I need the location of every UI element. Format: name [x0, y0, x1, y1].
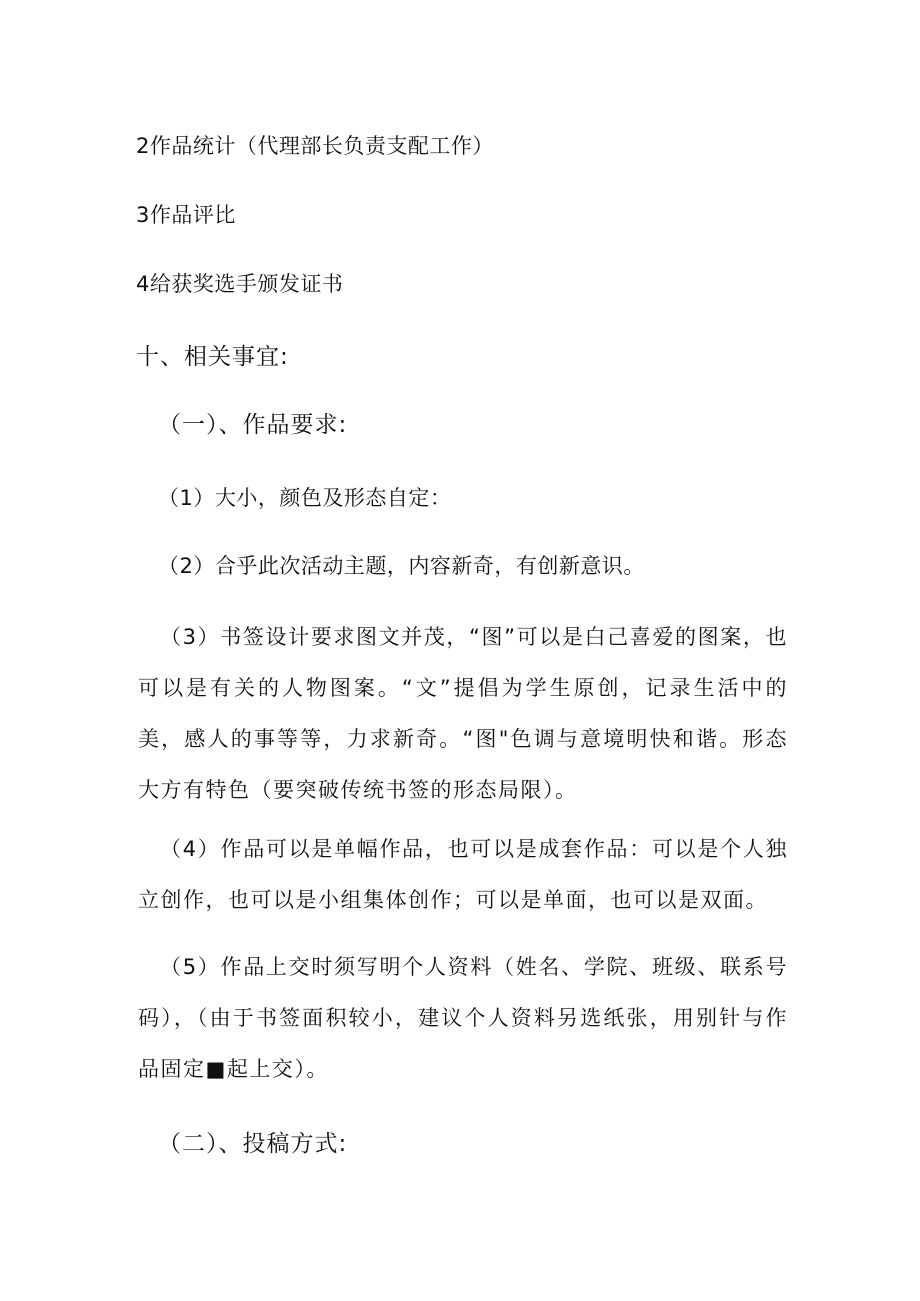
subsection-heading-one: （一）、作品要求: [158, 412, 348, 438]
subsection-heading-two: （二）、投稿方式: [158, 1131, 348, 1157]
section-heading-ten: 十、相关事宜: [136, 344, 289, 370]
requirement-5: （5）作品上交时须写明个人资料（姓名、学院、班级、联系号码），（由于书签面积较小，建议个人资料另选纸张，用别针与作品固定■起上交）。 [138, 955, 788, 1081]
requirement-4: （4）作品可以是单幅作品，也可以是成套作品：可以是个人独立创作，也可以是小组集体创作；可以是单面，也可以是双面。 [138, 837, 788, 912]
requirement-1: （1）大小，颜色及形态自定： [158, 486, 452, 510]
list-item-4: 4给获奖选手颁发证书 [136, 272, 344, 296]
list-item-3: 3作品评比 [136, 203, 236, 227]
list-item-2: 2作品统计（代理部长负责支配工作） [136, 134, 494, 158]
requirement-3: （3）书签设计要求图文并茂，“图”可以是白己喜爱的图案，也可以是有关的人物图案。“文”提倡为学生原创，记录生活中的美，感人的事等等，力求新奇。“图"色调与意境明快和谐。形态大方有特色（要突破传统书签的形态局限）。 [138, 625, 788, 802]
requirement-2: （2）合乎此次活动主题，内容新奇，有创新意识。 [158, 554, 645, 578]
